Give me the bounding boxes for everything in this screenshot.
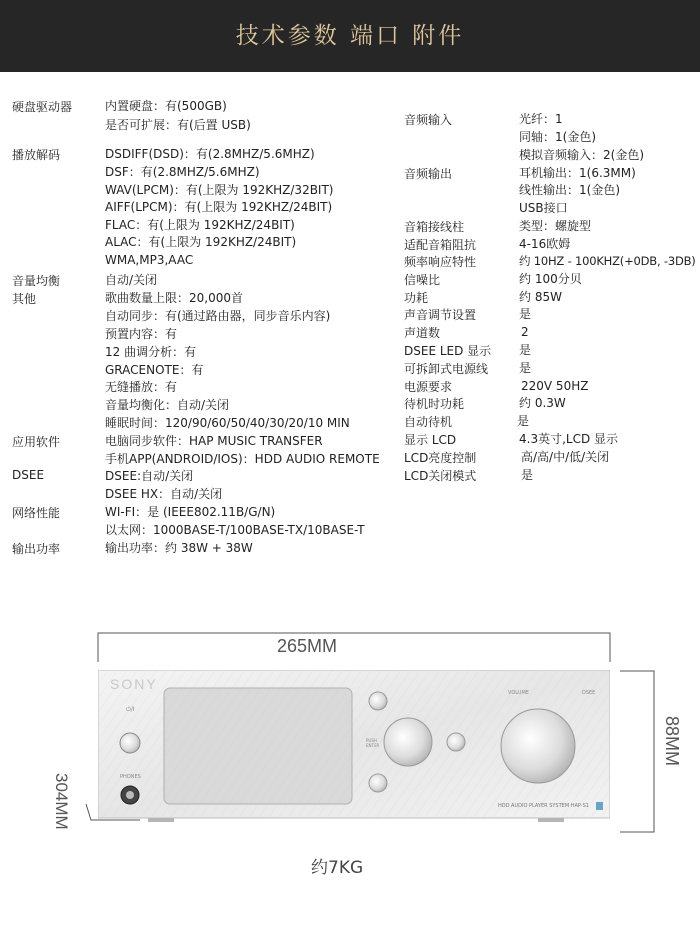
spec-value: 自动同步：有(通过路由器，同步音乐内容) xyxy=(105,309,331,323)
spec-value: 自动/关闭 xyxy=(105,273,158,287)
spec-value: DSEE HX：自动/关闭 xyxy=(105,487,223,501)
spec-value: AIFF(LPCM)：有(上限为 192KHZ/24BIT) xyxy=(105,200,333,214)
spec-label: 网络性能 xyxy=(12,506,61,520)
spec-value: 模拟音频输入：2(金色) xyxy=(519,148,644,162)
spec-label: 声音调节设置 xyxy=(404,308,477,322)
dsee-label: DSEE xyxy=(582,690,596,696)
spec-label: LCD关闭模式 xyxy=(404,469,477,483)
spec-value: 2 xyxy=(521,325,529,339)
spec-label: 功耗 xyxy=(404,291,429,305)
spec-value: WAV(LPCM)：有(上限为 192KHZ/32BIT) xyxy=(105,183,334,197)
spec-value: DSDIFF(DSD)：有(2.8MHZ/5.6MHZ) xyxy=(105,147,315,161)
spec-label: LCD亮度控制 xyxy=(404,451,477,465)
push-enter-label: PUSH ENTER xyxy=(366,738,380,748)
spec-value: WI-FI：是 (IEEE802.11B/G/N) xyxy=(105,505,276,519)
spec-value: 类型：螺旋型 xyxy=(519,219,592,233)
spec-value: ALAC：有(上限为 192KHZ/24BIT) xyxy=(105,235,297,249)
spec-value: 音量均衡化：自动/关闭 xyxy=(105,398,230,412)
spec-value: 光纤：1 xyxy=(519,112,563,126)
spec-label: 频率响应特性 xyxy=(404,255,477,269)
spec-value: 是 xyxy=(521,468,534,482)
spec-value: 是 xyxy=(519,343,532,357)
spec-value: 内置硬盘：有(500GB) xyxy=(105,99,227,113)
spec-label: 适配音箱阻抗 xyxy=(404,238,477,252)
weight-label: 约7KG xyxy=(311,858,364,878)
spec-value: 4-16欧姆 xyxy=(519,237,571,251)
spec-value: 约 85W xyxy=(519,290,562,304)
spec-value: 220V 50HZ xyxy=(521,379,589,393)
spec-label: 音箱接线柱 xyxy=(404,220,465,234)
spec-value: DSEE:自动/关闭 xyxy=(105,469,194,483)
depth-dimension: 304MM xyxy=(52,773,71,830)
volume-label: VOLUME xyxy=(508,690,529,696)
spec-label: 声道数 xyxy=(404,326,441,340)
spec-value: 手机APP(ANDROID/IOS)：HDD AUDIO REMOTE xyxy=(105,452,380,466)
page-title: 技术参数 端口 附件 xyxy=(235,23,465,49)
power-label: ⏻/I xyxy=(126,706,135,713)
spec-value: 线性输出：1(金色) xyxy=(519,183,620,197)
spec-value: FLAC：有(上限为 192KHZ/24BIT) xyxy=(105,218,295,232)
spec-label: 应用软件 xyxy=(12,435,61,449)
spec-value: 是 xyxy=(517,414,530,428)
spec-value: 睡眠时间：120/90/60/50/40/30/20/10 MIN xyxy=(105,416,350,430)
spec-value: GRACENOTE：有 xyxy=(105,363,204,377)
spec-label: 电源要求 xyxy=(404,380,453,394)
spec-label: 可拆卸式电源线 xyxy=(404,362,489,376)
brand-logo: SONY xyxy=(110,676,158,692)
spec-value: 是 xyxy=(519,361,532,375)
spec-label: DSEE xyxy=(12,468,45,482)
spec-value: 输出功率：约 38W + 38W xyxy=(105,541,253,555)
spec-label: 显示 LCD xyxy=(404,433,457,447)
spec-value: 预置内容：有 xyxy=(105,327,178,341)
spec-value: USB接口 xyxy=(519,201,568,215)
spec-value: 是 xyxy=(519,307,532,321)
spec-value: 以太网：1000BASE-T/100BASE-TX/10BASE-T xyxy=(105,523,365,537)
spec-value: 约 10HZ - 100KHZ(+0DB, -3DB) xyxy=(519,254,696,268)
spec-value: 无缝播放：有 xyxy=(105,380,178,394)
spec-label: 输出功率 xyxy=(12,542,61,556)
spec-label: 硬盘驱动器 xyxy=(12,100,73,114)
width-dimension: 265MM xyxy=(277,636,338,656)
spec-value: 同轴：1(金色) xyxy=(519,130,596,144)
phones-label: PHONES xyxy=(120,774,141,780)
spec-label: 待机时功耗 xyxy=(404,397,465,411)
spec-label: 自动待机 xyxy=(404,415,453,429)
product-image xyxy=(98,670,610,822)
height-dimension: 88MM xyxy=(662,716,682,767)
spec-label: 音量均衡 xyxy=(12,274,61,288)
spec-label: DSEE LED 显示 xyxy=(404,344,492,358)
spec-value: 歌曲数量上限：20,000首 xyxy=(105,291,243,305)
spec-value: 是否可扩展：有(后置 USB) xyxy=(105,118,251,132)
spec-label: 其他 xyxy=(12,292,37,306)
spec-label: 音频输入 xyxy=(404,113,453,127)
spec-value: 电脑同步软件：HAP MUSIC TRANSFER xyxy=(105,434,323,448)
spec-value: 高/高/中/低/关闭 xyxy=(521,450,610,464)
spec-value: 约 0.3W xyxy=(519,396,566,410)
spec-value: WMA,MP3,AAC xyxy=(105,253,194,267)
spec-value: 4.3英寸,LCD 显示 xyxy=(519,432,619,446)
model-text: HDD AUDIO PLAYER SYSTEM HAP-S1 xyxy=(498,803,589,809)
spec-label: 音频输出 xyxy=(404,167,453,181)
spec-label: 信噪比 xyxy=(404,273,441,287)
spec-value: 耳机输出：1(6.3MM) xyxy=(519,166,636,180)
spec-value: 12 曲调分析：有 xyxy=(105,345,197,359)
spec-value: DSF：有(2.8MHZ/5.6MHZ) xyxy=(105,165,260,179)
spec-label: 播放解码 xyxy=(12,148,61,162)
spec-value: 约 100分贝 xyxy=(519,272,582,286)
